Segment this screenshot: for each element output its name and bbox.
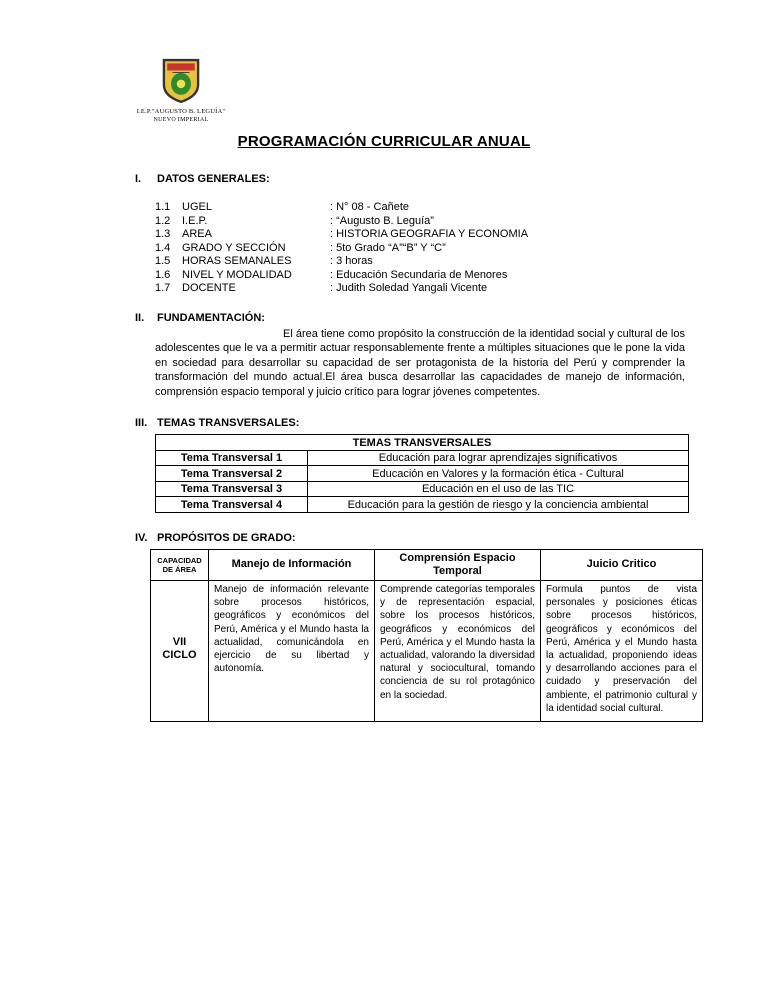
item-number: 1.6 (155, 268, 171, 281)
table-row (156, 466, 689, 482)
temas-transversales-table (155, 434, 689, 513)
item-value: : HISTORIA GEOGRAFIA Y ECONOMIA (330, 228, 529, 240)
section-title: FUNDAMENTACIÓN: (157, 311, 265, 324)
section-title: DATOS GENERALES: (157, 173, 270, 185)
item-label: GRADO Y SECCIÓN (182, 241, 286, 254)
table-row (156, 497, 689, 513)
school-crest-logo (122, 58, 240, 104)
item-label: I.E.P. (182, 214, 208, 227)
section-numeral: II. (135, 311, 145, 324)
column-header-manejo: Manejo de Información (209, 549, 375, 580)
item-number: 1.5 (155, 255, 171, 267)
tema-label: Tema Transversal 1 (156, 450, 308, 466)
item-value: : Judith Soledad Yangali Vicente (330, 282, 488, 294)
item-label: UGEL (182, 201, 212, 213)
datos-generales-list (155, 201, 768, 296)
item-value: : N° 08 - Cañete (330, 201, 409, 213)
tema-value: Educación en Valores y la formación ética - Cultural (308, 466, 689, 482)
tema-value: Educación para lograr aprendizajes significativos (308, 450, 689, 466)
item-value: : 5to Grado “A”“B” Y “C” (330, 241, 446, 254)
item-label: DOCENTE (182, 282, 236, 294)
table-header-row (151, 549, 703, 580)
item-label: NIVEL Y MODALIDAD (182, 268, 292, 281)
tema-label: Tema Transversal 2 (156, 466, 308, 482)
cell-ciclo: VII CICLO (151, 580, 209, 721)
school-name: I.E.P."AUGUSTO B. LEGUÍA" (136, 108, 226, 115)
item-label: HORAS SEMANALES (182, 255, 292, 267)
section-numeral: IV. (135, 531, 148, 544)
item-number: 1.3 (155, 228, 171, 240)
section-title: PROPÓSITOS DE GRADO: (157, 531, 296, 544)
list-item (155, 228, 768, 242)
section-numeral: I. (135, 173, 142, 185)
tema-label: Tema Transversal 3 (156, 481, 308, 497)
table-row (156, 450, 689, 466)
list-item (155, 255, 768, 269)
section-numeral: III. (135, 417, 148, 430)
column-header-capacidad: CAPACIDAD DE ÁREA (151, 549, 209, 580)
table-row (156, 481, 689, 497)
list-item (155, 269, 768, 283)
section-title: TEMAS TRANSVERSALES: (157, 417, 300, 430)
tema-value: Educación en el uso de las TIC (308, 481, 689, 497)
table-row (151, 580, 703, 721)
item-number: 1.4 (155, 241, 171, 254)
section-heading-fundamentacion (135, 312, 698, 324)
list-item (155, 242, 768, 256)
school-location: NUEVO IMPERIAL (153, 117, 209, 123)
section-heading-propositos (135, 532, 698, 544)
cell-manejo-informacion: Manejo de información relevante sobre procesos históricos, geográficos y económicos del Perú, América y el Mundo hasta la actualidad, comunicándola en ejercicio de su libertad y autonomía. (209, 580, 375, 721)
item-value: : “Augusto B. Leguía” (330, 214, 434, 227)
list-item (155, 215, 768, 229)
item-number: 1.2 (155, 214, 171, 227)
school-header (122, 0, 240, 123)
item-value: : 3 horas (330, 255, 373, 267)
item-number: 1.1 (155, 201, 171, 213)
page-title: PROGRAMACIÓN CURRICULAR ANUAL (237, 133, 531, 150)
list-item (155, 201, 768, 215)
item-label: AREA (182, 228, 212, 240)
tema-value: Educación para la gestión de riesgo y la conciencia ambiental (308, 497, 689, 513)
section-heading-temas-transversales (135, 417, 698, 429)
item-number: 1.7 (155, 282, 171, 294)
fundamentacion-paragraph: El área tiene como propósito la construcción de la identidad social y cultural de los adolescentes que le va a permitir actuar responsablemente frente a múltiples situaciones que le pone la vida en sociedad para desarrollar su capacidad de ser protagonista de la historia del Perú y comprender la transformación del mundo actual.El área busca desarrollar las capacidades de manejo de información, comprensión espacio temporal y juicio crítico para lograr jóvenes competentes. (155, 327, 685, 398)
item-value: : Educación Secundaria de Menores (330, 268, 508, 281)
tema-label: Tema Transversal 4 (156, 497, 308, 513)
column-header-comprension: Comprensión Espacio Temporal (375, 549, 541, 580)
section-heading-datos-generales (135, 173, 698, 185)
list-item (155, 282, 768, 296)
table-title: TEMAS TRANSVERSALES (156, 435, 689, 451)
propositos-table (150, 549, 703, 722)
column-header-juicio: Juicio Critico (541, 549, 703, 580)
cell-juicio-critico: Formula puntos de vista personales y posiciones éticas sobre procesos históricos, geográficos y económicos del Perú, América y el Mundo hasta la actualidad, proponiendo ideas y desarrollando acciones para el cuidado y preservación del ambiente, el patrimonio cultural y la identidad social cultural. (541, 580, 703, 721)
cell-comprension-espacio-temporal: Comprende categorías temporales y de representación espacial, sobre los procesos históricos, geográficos y económicos del Perú, América y el Mundo hasta la actualidad, valorando la diversidad natural y sociocultural, tomando conciencia de su rol protagónico en la sociedad. (375, 580, 541, 721)
